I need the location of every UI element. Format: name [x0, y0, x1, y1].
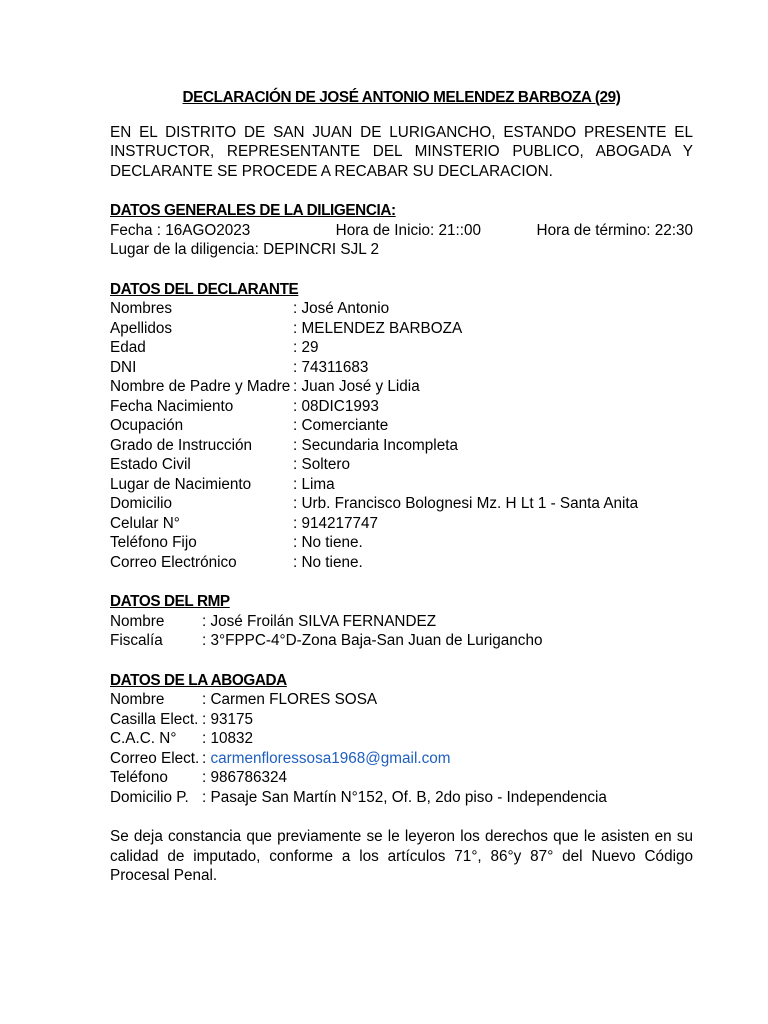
hora-termino-text: Hora de término: 22:30 — [536, 221, 693, 239]
abogada-section — [110, 671, 693, 808]
field-value: : 986786324 — [202, 769, 288, 786]
field-value: : Pasaje San Martín N°152, Of. B, 2do piso - Independencia — [202, 788, 607, 806]
field-label: Nombre de Padre y Madre — [110, 378, 291, 395]
field-label: Domicilio — [110, 495, 173, 512]
field-label: Nombres — [110, 300, 173, 317]
declarante-row — [110, 319, 693, 339]
abogada-row — [110, 749, 693, 769]
declarante-heading: DATOS DEL DECLARANTE — [110, 280, 299, 298]
field-value: : 74311683 — [293, 358, 369, 376]
declarante-row — [110, 494, 693, 514]
field-label: Ocupación — [110, 417, 184, 434]
field-value: : Urb. Francisco Bolognesi Mz. H Lt 1 - Santa Anita — [293, 495, 639, 512]
declarante-row — [110, 436, 693, 456]
abogada-heading: DATOS DE LA ABOGADA — [110, 671, 287, 689]
rmp-row — [110, 631, 693, 651]
diligencia-times-row — [110, 221, 693, 241]
field-value: : Comerciante — [293, 417, 389, 434]
field-value: : 3°FPPC-4°D-Zona Baja-San Juan de Lurigancho — [202, 632, 543, 649]
lugar-diligencia-text: Lugar de la diligencia: DEPINCRI SJL 2 — [110, 241, 379, 258]
email-link[interactable]: carmenfloressosa1968@gmail.com — [210, 749, 451, 767]
field-value: : 10832 — [202, 730, 254, 747]
declarante-row — [110, 553, 693, 573]
field-value: : Soltero — [293, 456, 350, 473]
rmp-row — [110, 612, 693, 632]
field-label: Fiscalía — [110, 632, 163, 649]
rmp-section — [110, 592, 693, 651]
field-label: Teléfono — [110, 769, 168, 786]
field-label: Domicilio P. — [110, 788, 189, 806]
field-value: : José Froilán SILVA FERNANDEZ — [202, 612, 437, 630]
declarante-row — [110, 397, 693, 417]
declarante-row — [110, 377, 693, 397]
field-label: Lugar de Nacimiento — [110, 475, 252, 493]
field-value: : Juan José y Lidia — [293, 378, 420, 395]
intro-paragraph: EN EL DISTRITO DE SAN JUAN DE LURIGANCHO, ESTANDO PRESENTE EL INSTRUCTOR, REPRESENTANTE DEL MINSTERIO PUBLICO, ABOGADA Y DECLARANTE SE PROCEDE A RECABAR SU DECLARACION. — [110, 123, 693, 180]
abogada-row — [110, 788, 693, 808]
field-label: Fecha Nacimiento — [110, 397, 234, 415]
field-value: : 08DIC1993 — [293, 397, 379, 415]
field-label: Correo Electrónico — [110, 553, 237, 571]
field-value: : José Antonio — [293, 300, 390, 317]
diligencia-heading: DATOS GENERALES DE LA DILIGENCIA: — [110, 202, 396, 219]
field-label: Celular N° — [110, 514, 180, 532]
fecha-text: Fecha : 16AGO2023 — [110, 221, 251, 239]
field-label: Teléfono Fijo — [110, 534, 197, 551]
declarante-row — [110, 299, 693, 319]
field-label: Grado de Instrucción — [110, 436, 252, 454]
declarante-row — [110, 533, 693, 553]
declarante-row — [110, 338, 693, 358]
diligencia-section — [110, 201, 693, 260]
field-value: : Lima — [293, 475, 335, 493]
field-value: : Secundaria Incompleta — [293, 436, 458, 454]
abogada-row — [110, 710, 693, 730]
abogada-row — [110, 729, 693, 749]
abogada-row — [110, 690, 693, 710]
field-value: : No tiene. — [293, 534, 363, 551]
declarante-row — [110, 358, 693, 378]
field-label: Apellidos — [110, 319, 173, 337]
field-label: Correo Elect. — [110, 749, 200, 767]
field-label: Casilla Elect. — [110, 710, 199, 728]
document-page — [110, 88, 693, 886]
declarante-row — [110, 475, 693, 495]
hora-inicio-text: Hora de Inicio: 21::00 — [335, 221, 482, 239]
field-value: : 93175 — [202, 710, 254, 728]
field-value: : Carmen FLORES SOSA — [202, 691, 378, 708]
field-value: : 29 — [293, 339, 319, 356]
rmp-heading: DATOS DEL RMP — [110, 593, 230, 610]
declarante-row — [110, 455, 693, 475]
field-label: Nombre — [110, 691, 165, 708]
closing-paragraph: Se deja constancia que previamente se le leyeron los derechos que le asisten en su calidad de imputado, conforme a los artículos 71°, 86°y 87° del Nuevo Código Procesal Penal. — [110, 828, 693, 884]
field-value: : 914217747 — [293, 514, 379, 532]
field-value: : MELENDEZ BARBOZA — [293, 319, 463, 337]
declarante-row — [110, 514, 693, 534]
field-label: Estado Civil — [110, 456, 191, 473]
field-separator: : — [202, 749, 211, 767]
field-label: DNI — [110, 358, 137, 376]
declarante-section — [110, 280, 693, 573]
field-value: : No tiene. — [293, 553, 363, 571]
abogada-row — [110, 768, 693, 788]
field-label: Edad — [110, 339, 146, 356]
field-label: Nombre — [110, 612, 165, 630]
field-label: C.A.C. N° — [110, 730, 177, 747]
document-title: DECLARACIÓN DE JOSÉ ANTONIO MELENDEZ BARBOZA (29) — [182, 89, 621, 106]
declarante-row — [110, 416, 693, 436]
